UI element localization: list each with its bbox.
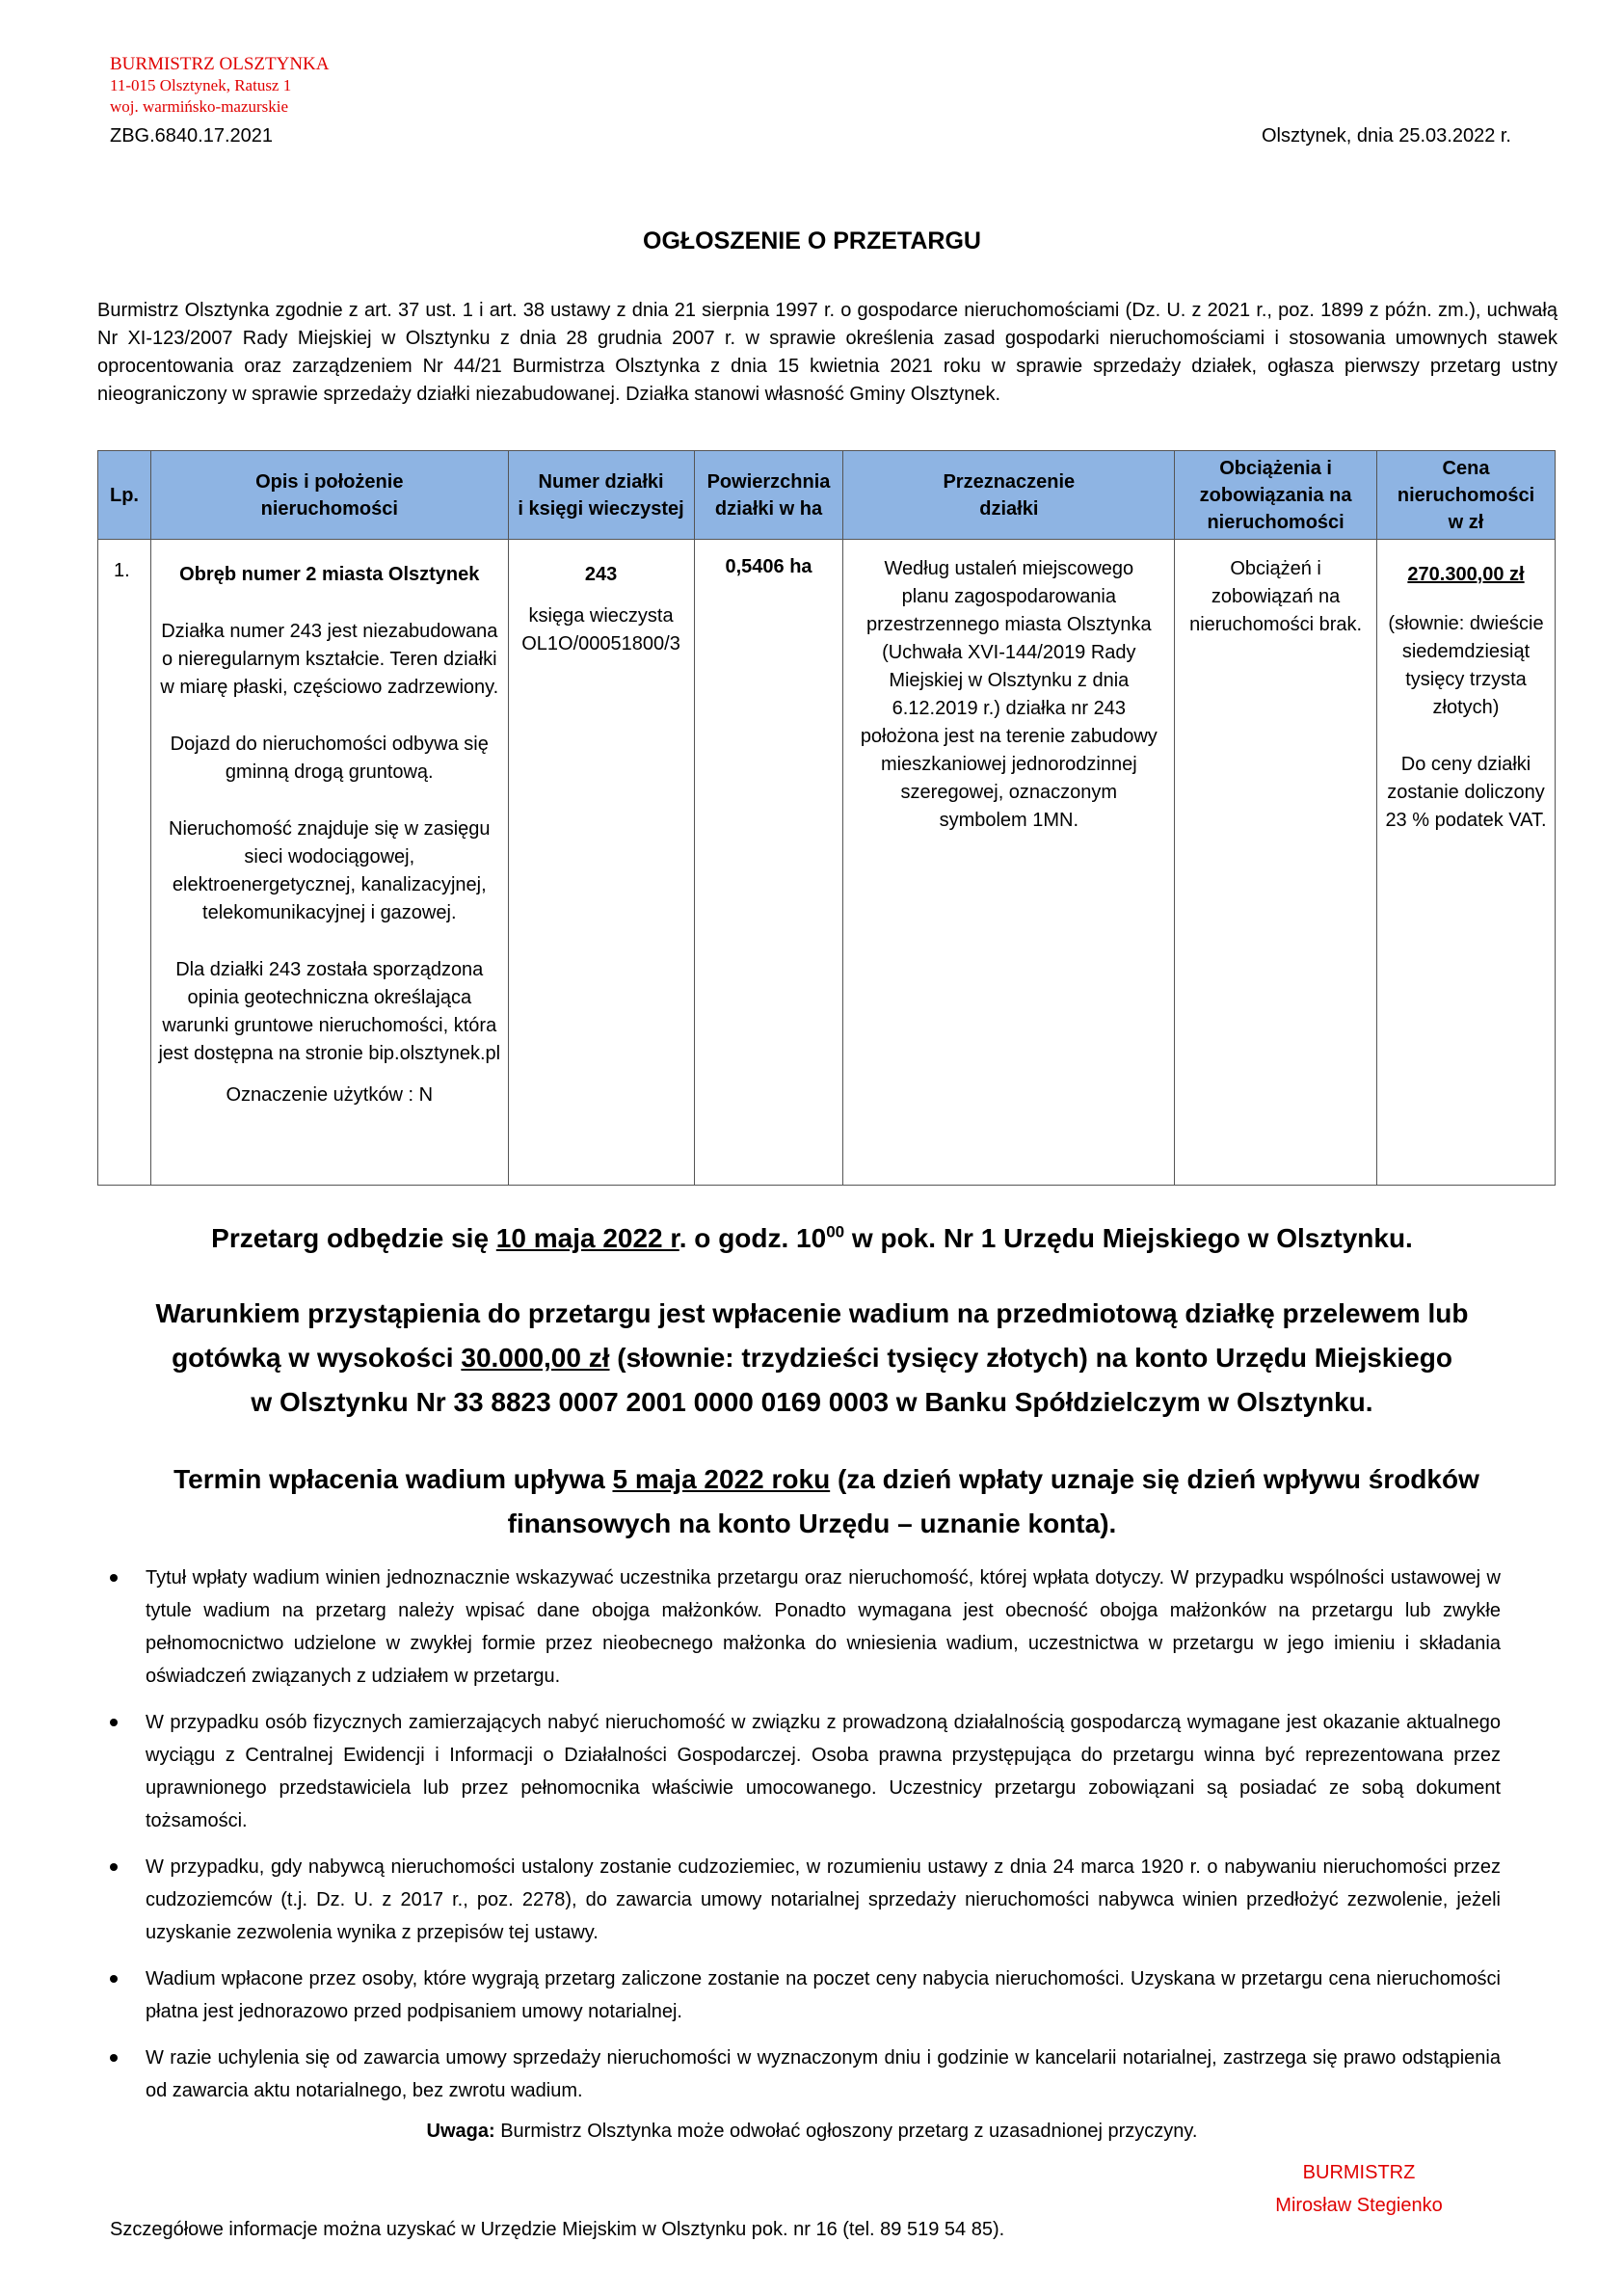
- bullet-icon: [110, 1574, 118, 1582]
- issuer-address: 11-015 Olsztynek, Ratusz 1: [110, 76, 292, 94]
- list-item: W przypadku osób fizycznych zamierzających nabyć nieruchomość w związku z prowadzoną działalnością gospodarczą wymagane jest okazanie aktualnego wyciągu z Centralnej Ewidencji i Informacji o Działalności Gospodarczej. Osoba prawna przystępująca do przetargu winna być reprezentowana przez uprawnionego przedstawiciela lub przez pełnomocnika właściwie umocowanego. Uczestnicy przetargu zobowiązani są posiadać ze sobą dokument tożsamości.: [110, 1706, 1501, 1837]
- deposit-amount: 30.000,00 zł: [461, 1343, 610, 1373]
- note-label: Uwaga:: [426, 2121, 495, 2142]
- issuer-region: woj. warmińsko-mazurskie: [110, 97, 289, 116]
- plot-utilities: Nieruchomość znajduje się w zasięgu sieci wodociągowej, elektroenergetycznej, kanalizacyjnej, telekomunikacyjnej i gazowej.: [169, 818, 491, 923]
- header-lp: Lp.: [98, 451, 151, 540]
- land-register-number: OL1O/00051800/3: [521, 633, 680, 654]
- cell-purpose: [843, 540, 1175, 1186]
- cell-encumbrance: [1175, 540, 1377, 1186]
- document-title: OGŁOSZENIE O PRZETARGU: [643, 227, 981, 254]
- bullet-icon: [110, 1975, 118, 1983]
- bullet-icon: [110, 1719, 118, 1726]
- bullet-icon: [110, 2054, 118, 2062]
- deposit-conditions: Warunkiem przystąpienia do przetargu jest wpłacenie wadium na przedmiotową działkę przelewem lub gotówką w wysokości 30.000,00 zł (słownie: trzydzieści tysięcy złotych) na konto Urzędu Miejskiego w Olsztynku Nr 33 8823 0007 2001 0000 0169 0003 w Banku Spółdzielczym w Olsztynku.: [155, 1298, 1469, 1417]
- issuer-header: [110, 54, 329, 118]
- cell-lp: 1.: [98, 540, 151, 1186]
- reference-number: ZBG.6840.17.2021: [110, 125, 274, 147]
- plot-description: Działka numer 243 jest niezabudowana o nieregularnym kształcie. Teren działki w miarę płaski, częściowo zadrzewiony.: [160, 621, 499, 698]
- header-purpose: Przeznaczenie działki: [843, 451, 1175, 540]
- cell-area: [694, 540, 843, 1186]
- plot-geotech: Dla działki 243 została sporządzona opinia geotechniczna określająca warunki gruntowe nieruchomości, która jest dostępna na stronie bip.olsztynek.pl: [158, 959, 501, 1064]
- vat-note: Do ceny działki zostanie doliczony 23 % podatek VAT.: [1385, 754, 1547, 831]
- intro-paragraph: Burmistrz Olsztynka zgodnie z art. 37 ust. 1 i art. 38 ustawy z dnia 21 sierpnia 1997 r. o gospodarce nieruchomościami (Dz. U. z 2021 r., poz. 1899 z późn. zm.), uchwałą Nr XI-123/2007 Rady Miejskiej w Olsztynku z dnia 28 grudnia 2007 r. w sprawie określenia zasad gospodarki nieruchomościami i stosowania umownych stawek oprocentowania oraz zarządzeniem Nr 44/21 Burmistrza Olsztynka z dnia 15 kwietnia 2021 roku w sprawie sprzedaży działek, ogłasza pierwszy przetarg ustny nieograniczony w sprawie sprzedaży działki niezabudowanej. Działka stanowi własność Gminy Olsztynek.: [97, 300, 1557, 405]
- plot-area: 0,5406 ha: [725, 556, 812, 577]
- deadline-date: 5 maja 2022 roku: [612, 1464, 831, 1494]
- price-in-words: (słownie: dwieście siedemdziesiąt tysięcy trzysta złotych): [1388, 613, 1544, 718]
- list-item: Tytuł wpłaty wadium winien jednoznacznie wskazywać uczestnika przetargu oraz nieruchomość, której wpłata dotyczy. W przypadku wspólności ustawowej w tytule wadium na przetarg należy wpisać dane obojga małżonków. Ponadto wymagana jest obecność obojga małżonków na przetargu lub zwykłe pełnomocnictwo udzielone w zwykłej formie przez nieobecnego małżonka do wniesienia wadium, uczestnictwa w przetargu w jego imieniu i składania oświadczeń związanych z udziałem w przetargu.: [110, 1562, 1501, 1693]
- plot-price: 270.300,00 zł: [1407, 564, 1525, 585]
- land-register-label: księga wieczysta: [528, 605, 674, 627]
- document-date: Olsztynek, dnia 25.03.2022 r.: [1261, 125, 1511, 147]
- plot-table: [97, 450, 1556, 1186]
- plot-access: Dojazd do nieruchomości odbywa się gminną drogą gruntową.: [170, 734, 489, 783]
- cell-price: [1377, 540, 1556, 1186]
- terms-list: [110, 1562, 1501, 2121]
- cell-plot-number: [508, 540, 694, 1186]
- list-item: Wadium wpłacone przez osoby, które wygrają przetarg zaliczone zostanie na poczet ceny nabycia nieruchomości. Uzyskana w przetargu cena nieruchomości płatna jest jednorazowo przed podpisaniem umowy notarialnej.: [110, 1962, 1501, 2028]
- auction-date: 10 maja 2022 r: [495, 1223, 679, 1253]
- header-description: Opis i położenie nieruchomości: [150, 451, 508, 540]
- header-encumbrance: Obciążenia i zobowiązania na nieruchomości: [1175, 451, 1377, 540]
- table-row: [98, 540, 1556, 1186]
- header-price: Cena nieruchomości w zł: [1377, 451, 1556, 540]
- plot-purpose: Według ustaleń miejscowego planu zagospodarowania przestrzennego miasta Olsztynka (Uchwała XVI-144/2019 Rady Miejskiej w Olsztynku z dnia 6.12.2019 r.) działka nr 243 położona jest na terenie zabudowy mieszkaniowej jednorodzinnej szeregowej, oznaczonym symbolem 1MN.: [860, 558, 1158, 831]
- signer-name: Mirosław Stegienko: [1275, 2195, 1443, 2216]
- header-plot-number: Numer działki i księgi wieczystej: [508, 451, 694, 540]
- plot-number: 243: [584, 564, 618, 585]
- list-item: W przypadku, gdy nabywcą nieruchomości ustalony zostanie cudzoziemiec, w rozumieniu ustawy z dnia 24 marca 1920 r. o nabywaniu nieruchomości przez cudzoziemców (t.j. Dz. U. z 2017 r., poz. 2278), do zawarcia umowy notarialnej sprzedaży nieruchomości nabywca winien przedłożyć zezwolenie, jeżeli uzyskanie zezwolenia wynika z przepisów tej ustawy.: [110, 1851, 1501, 1949]
- header-area: Powierzchnia działki w ha: [694, 451, 843, 540]
- issuer-office: BURMISTRZ OLSZTYNKA: [110, 54, 330, 74]
- bullet-icon: [110, 1863, 118, 1871]
- signer-title: BURMISTRZ: [1302, 2162, 1416, 2183]
- cancellation-note: Uwaga: Burmistrz Olsztynka może odwołać ogłoszony przetarg z uzasadnionej przyczyny.: [426, 2121, 1198, 2142]
- table-header-row: [98, 451, 1556, 540]
- cell-description: [150, 540, 508, 1186]
- plot-land-use: Oznaczenie użytków : N: [226, 1084, 434, 1106]
- plot-encumbrance: Obciążeń i zobowiązań na nieruchomości brak.: [1189, 558, 1363, 635]
- plot-location: Obręb numer 2 miasta Olsztynek: [179, 564, 480, 585]
- contact-footer: Szczegółowe informacje można uzyskać w Urzędzie Miejskim w Olsztynku pok. nr 16 (tel. 89 519 54 85).: [110, 2219, 1005, 2240]
- auction-announcement: Przetarg odbędzie się 10 maja 2022 r. o godz. $10^{00}$ w pok. Nr 1 Urzędu Miejskiego w Olsztynku.: [211, 1222, 1413, 1253]
- signature-block: [1253, 2156, 1465, 2222]
- list-item: W razie uchylenia się od zawarcia umowy sprzedaży nieruchomości w wyznaczonym dniu i godzinie w kancelarii notarialnej, zastrzega się prawo odstąpienia od zawarcia aktu notarialnego, bez zwrotu wadium.: [110, 2042, 1501, 2107]
- deposit-deadline: Termin wpłacenia wadium upływa 5 maja 2022 roku (za dzień wpłaty uznaje się dzień wpływu środków finansowych na konto Urzędu – uznanie konta).: [173, 1464, 1479, 1538]
